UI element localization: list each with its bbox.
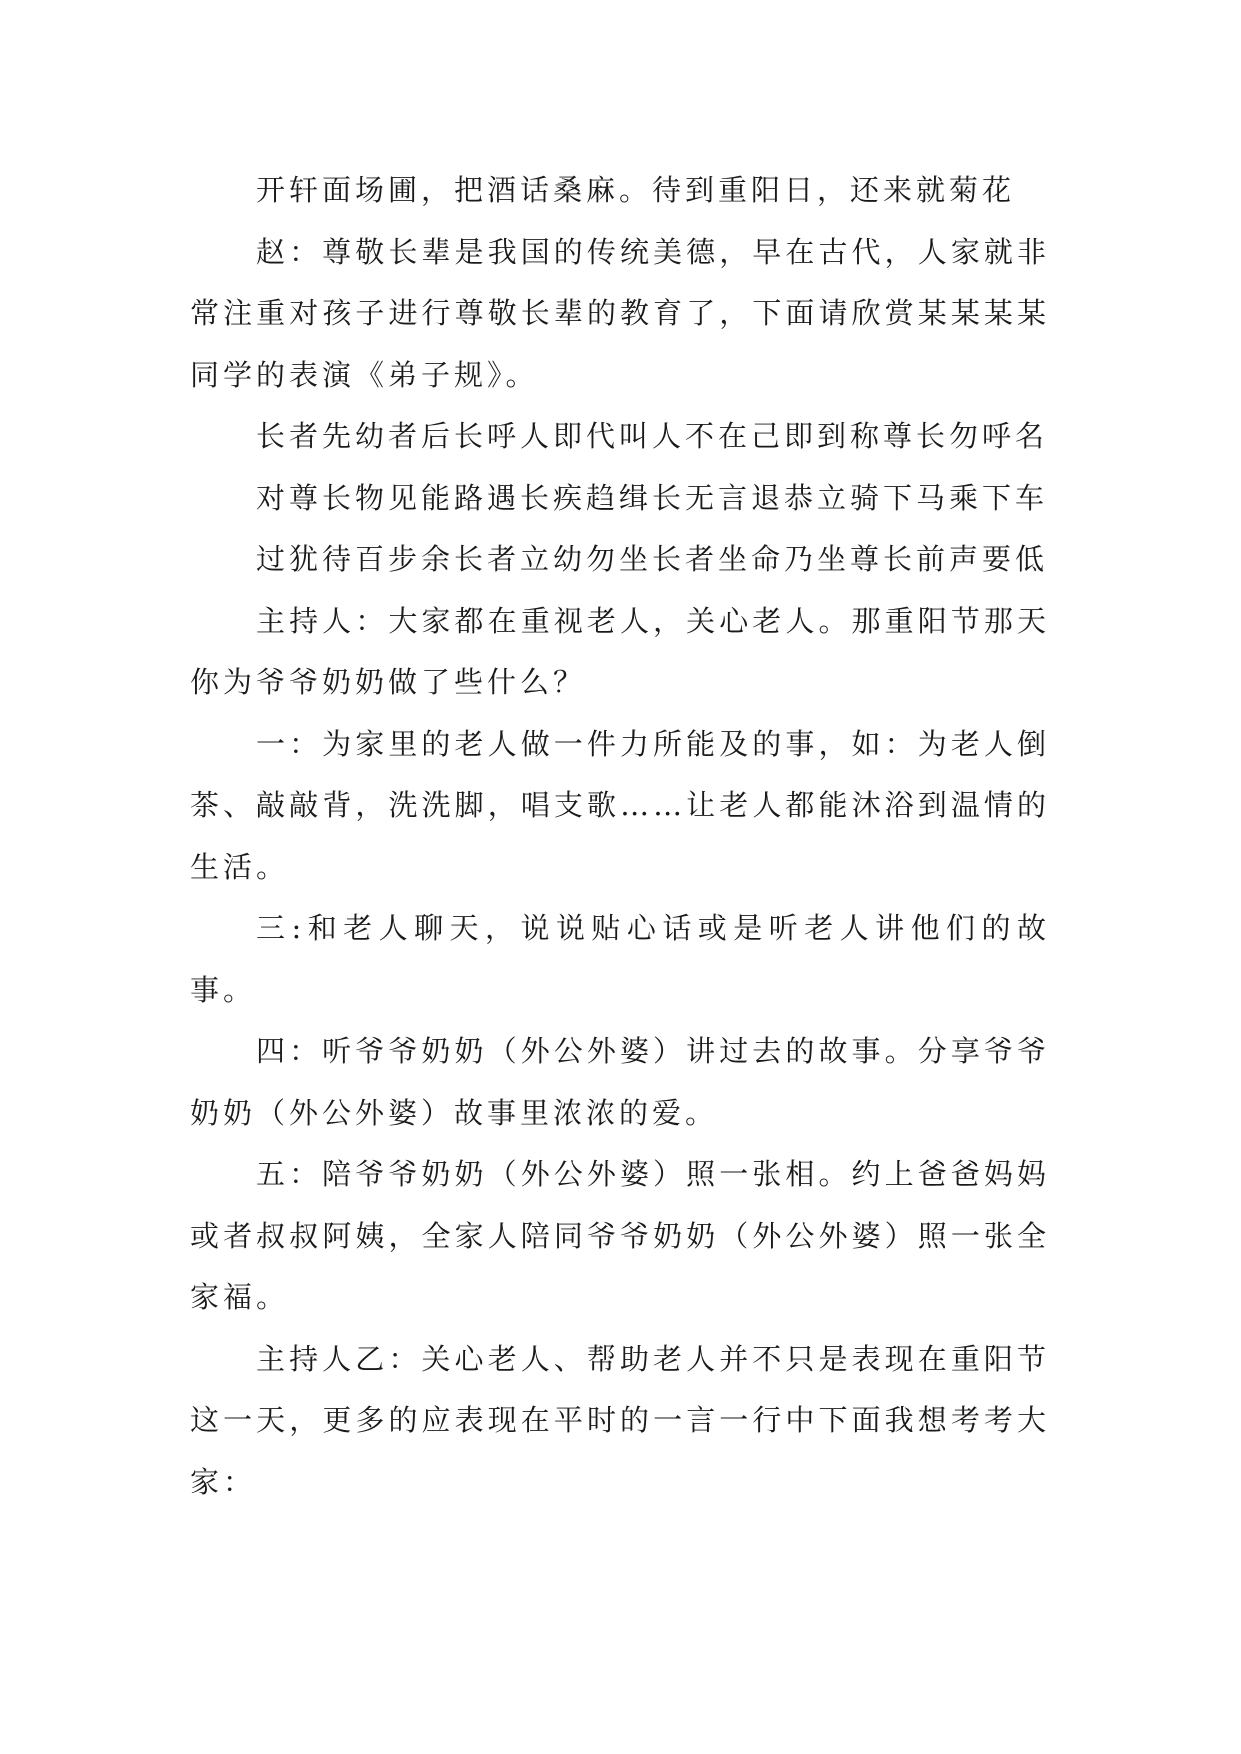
- paragraph-dizigui-2: 对尊长物见能路遇长疾趋缉长无言退恭立骑下马乘下车: [256, 480, 1049, 515]
- paragraph-item-four: 四：听爷爷奶奶（外公外婆）讲过去的故事。分享爷爷奶奶（外公外婆）故事里浓浓的爱。: [190, 1034, 1050, 1130]
- paragraph-item-five: 五：陪爷爷奶奶（外公外婆）照一张相。约上爸爸妈妈或者叔叔阿姨，全家人陪同爷爷奶奶（外公外婆）照一张全家福。: [190, 1157, 1050, 1314]
- paragraph-item-three: 三:和老人聊天，说说贴心话或是听老人讲他们的故事。: [190, 911, 1050, 1007]
- paragraph-item-one: 一：为家里的老人做一件力所能及的事，如：为老人倒茶、敲敲背，洗洗脚，唱支歌……让老人都能沐浴到温情的生活。: [190, 726, 1050, 884]
- paragraph-zhao-intro: 赵：尊敬长辈是我国的传统美德，早在古代，人家就非常注重对孩子进行尊敬长辈的教育了，下面请欣赏某某某某同学的表演《弟子规》。: [190, 234, 1050, 392]
- paragraph-host-question: 主持人：大家都在重视老人，关心老人。那重阳节那天你为爷爷奶奶做了些什么？: [190, 603, 1050, 699]
- paragraph-dizigui-1: 长者先幼者后长呼人即代叫人不在己即到称尊长勿呼名: [256, 419, 1049, 453]
- document-body: [190, 160, 1050, 1513]
- paragraph-host-b: 主持人乙：关心老人、帮助老人并不只是表现在重阳节这一天，更多的应表现在平时的一言一行中下面我想考考大家：: [190, 1341, 1050, 1499]
- paragraph-dizigui-3: 过犹待百步余长者立幼勿坐长者坐命乃坐尊长前声要低: [256, 542, 1049, 576]
- paragraph-poem: 开轩面场圃，把酒话桑麻。待到重阳日，还来就菊花: [256, 173, 1016, 207]
